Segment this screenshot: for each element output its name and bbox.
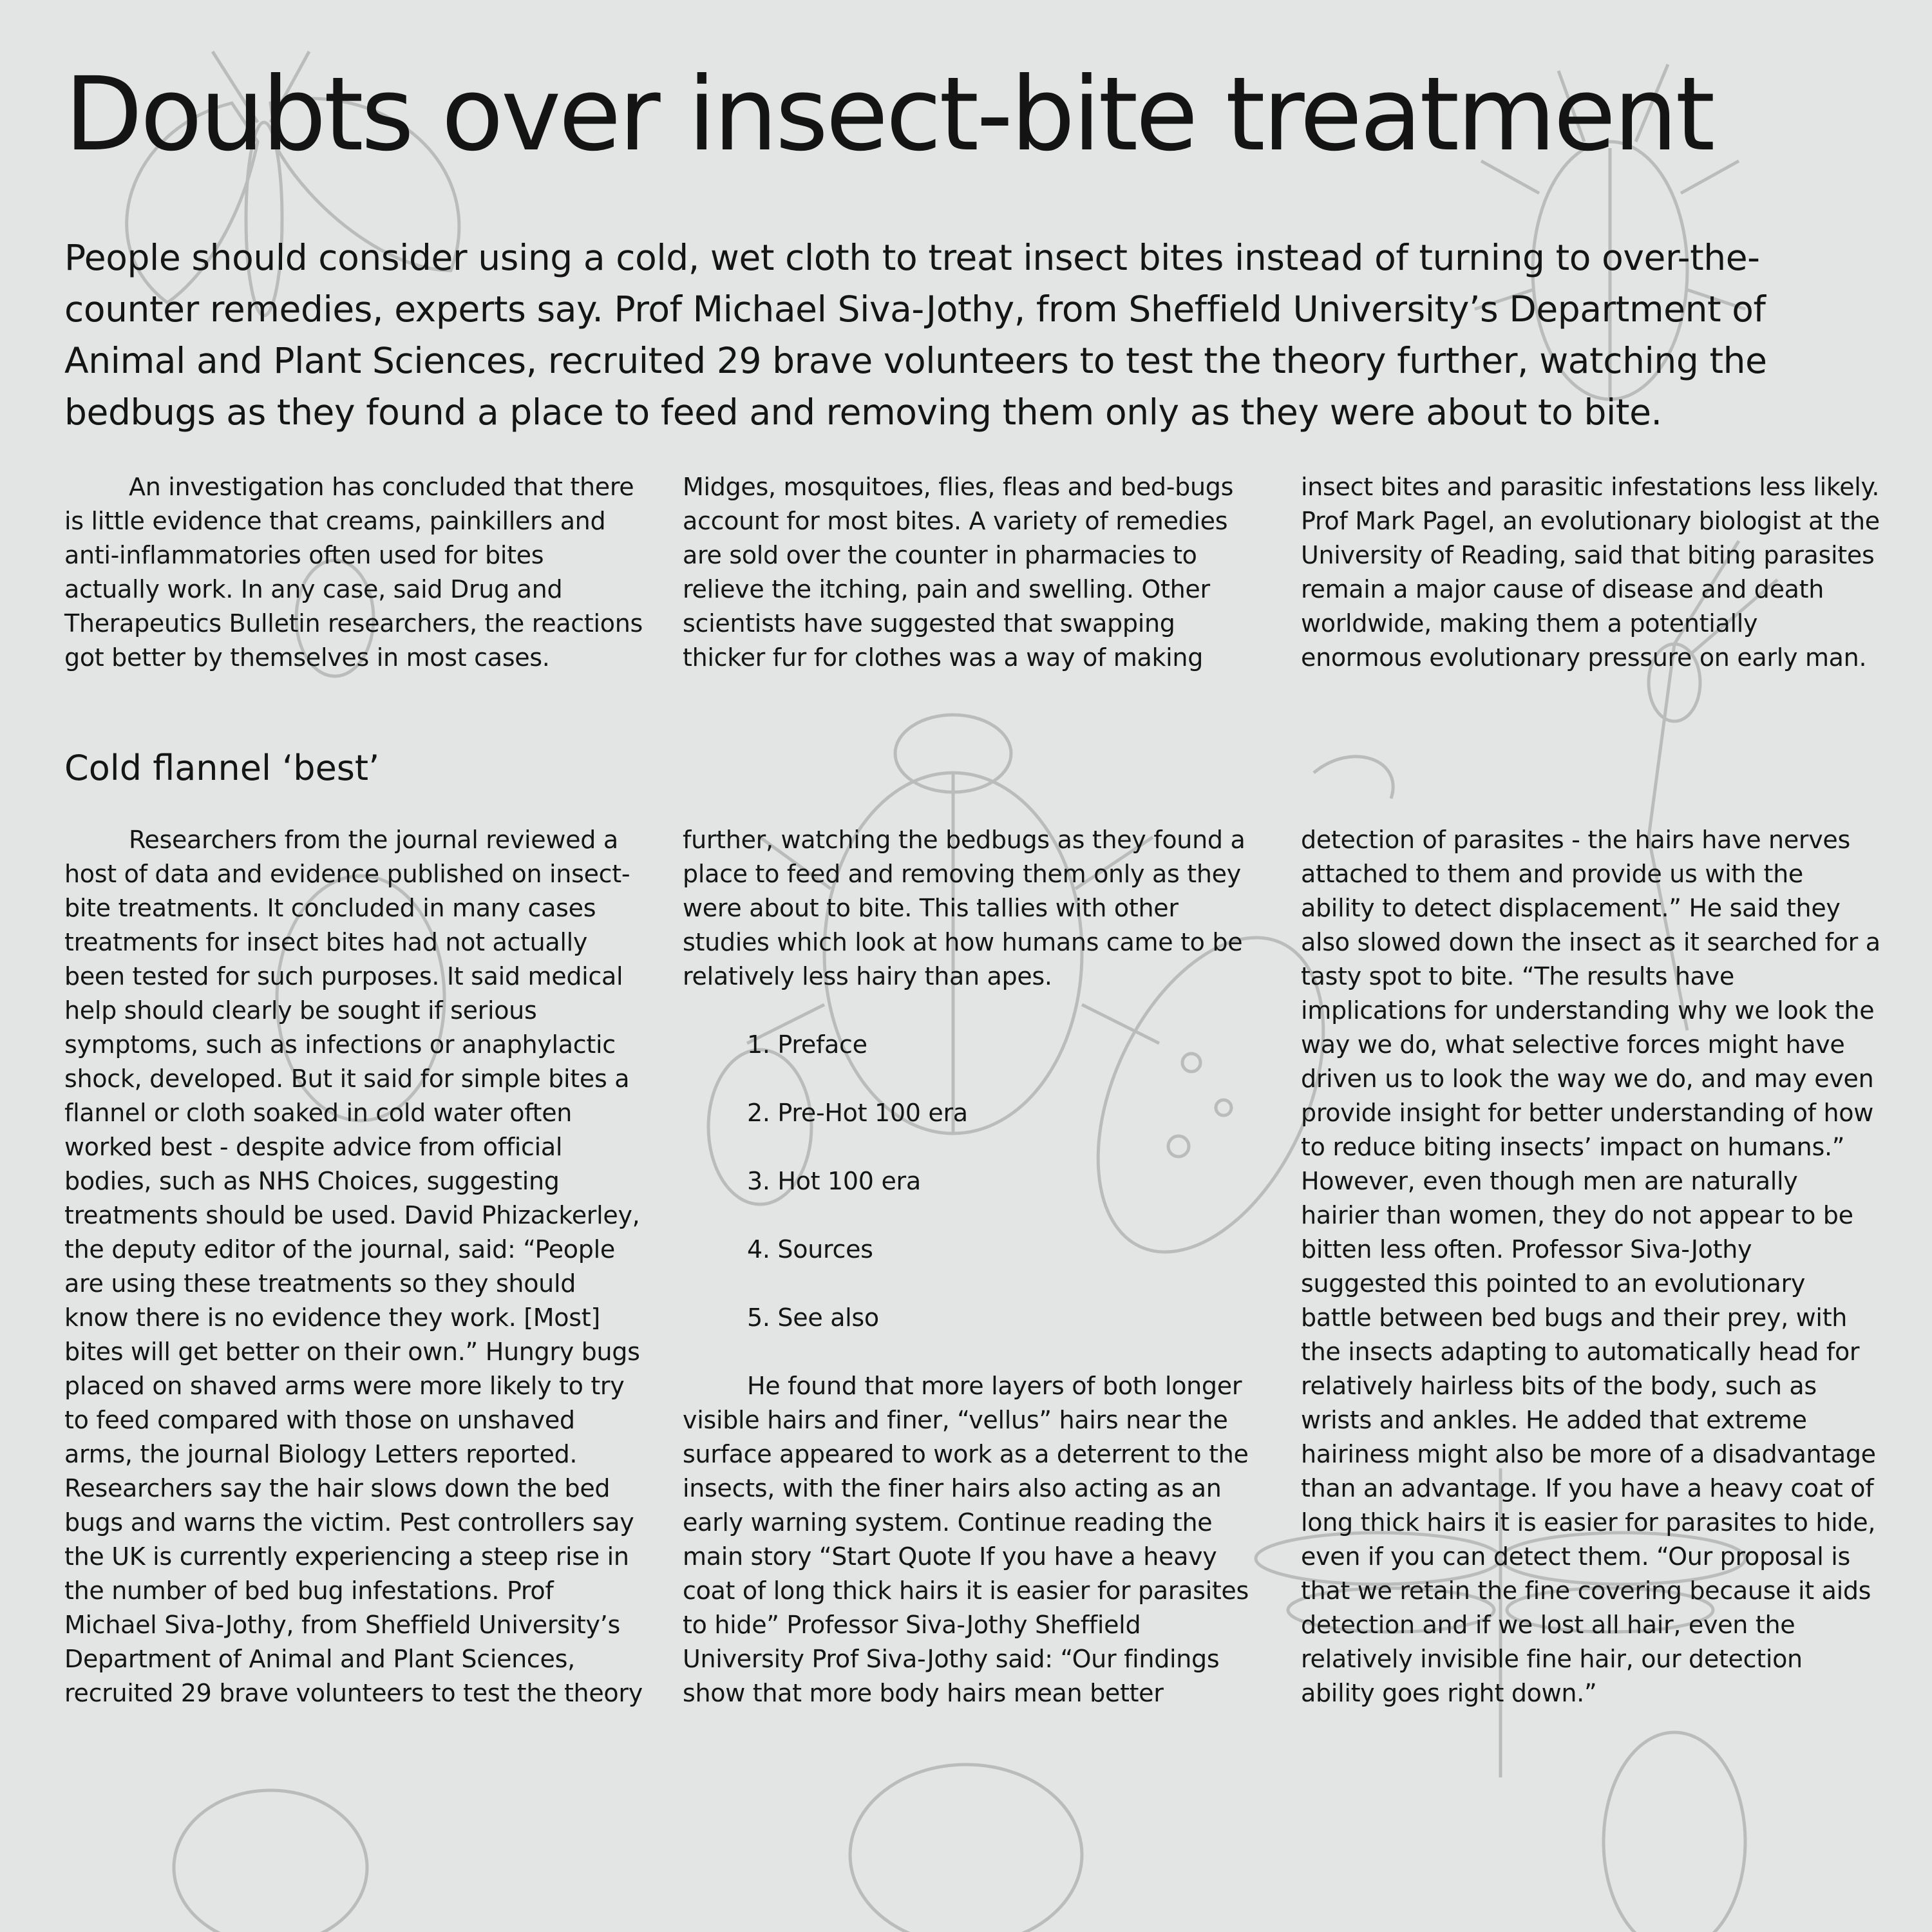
contents-item-sources: 4. Sources [747,1235,873,1264]
section-heading: Cold flannel ‘best’ [64,748,380,788]
section-paragraph-2: He found that more layers of both longer visible hairs and finer, “vellus” hairs near the surface appeared to work as a deterrent to the insects, with the finer hairs also acting as an early warning system. Continue reading the main story “Start Quote If you have a heavy coat of long thick hairs it is easier for parasites to hide” Professor Siva-Jothy Sheffield University Prof Siva-Jothy said: “Our findings show that more body hairs mean better detection of parasites - the hairs have nerves attached to them and provide us with the ability to detect displacement.” He said they also slowed down the insect as it searched for a tasty spot to bite. “The results have implications for understanding why we look the way we do, what selective forces might have driven us to look the way we do, and may even provide insight for better understanding of how to reduce biting insects’ impact on humans.” However, even though men are naturally hairier than women, they do not appear to be bitten less often. Professor Siva-Jothy suggested this pointed to an evolutionary battle between bed bugs and their prey, with the insects adapting to automatically head for relatively hairless bits of the body, such as wrists and ankles. He added that extreme hairiness might also be more of a disadvantage than an advantage. If you have a heavy coat of long thick hairs it is easier for parasites to hide, even if you can detect them. “Our proposal is that we retain the fine covering because it aids detection and if we lost all hair, even the relatively invisible fine hair, our detection ability goes right down.” [683,826,1880,1707]
contents-item-preface: 1. Preface [747,1030,867,1059]
section-columns [64,823,1880,1860]
section-paragraph-1: Researchers from the journal reviewed a host of data and evidence published on insect-bite treatments. It concluded in many cases treatments for insect bites had not actually been tested for such purposes. It said medical help should clearly be sought if serious symptoms, such as infections or anaphylactic shock, developed. But it said for simple bites a flannel or cloth soaked in cold water often worked best - despite advice from official bodies, such as NHS Choices, suggesting treatments should be used. David Phizackerley, the deputy editor of the journal, said: “People are using these treatments so they should know there is no evidence they work. [Most] bites will get better on their own.” Hungry bugs placed on shaved arms were more likely to try to feed compared with those on unshaved arms, the journal Biology Letters reported. Researchers say the hair slows down the bed bugs and warns the victim. Pest controllers say the UK is currently experiencing a steep rise in the number of bed bug infestations. Prof Michael Siva-Jothy, from Sheffield University’s Department of Animal and Plant Sciences, recruited 29 brave volunteers to test the theory further, watching the bedbugs as they found a place to feed and removing them only as they were about to bite. This tallies with other studies which look at how humans came to be relatively less hairy than apes. [64,826,1245,1707]
article-lede: People should consider using a cold, wet cloth to treat insect bites instead of turning to over-the-counter remedies, experts say. Prof Michael Siva-Jothy, from Sheffield University’s Department of Animal and Plant Sciences, recruited 29 brave volunteers to test the theory further, watching the bedbugs as they found a place to feed and removing them only as they were about to bite. [64,237,1767,433]
contents-item-pre-hot-100: 2. Pre-Hot 100 era [747,1099,968,1127]
contents-list [683,1028,1262,1335]
article-title: Doubts over insect-bite treatment [64,55,1713,174]
contents-item-hot-100: 3. Hot 100 era [747,1167,921,1195]
intro-columns [64,470,1880,721]
intro-paragraph: An investigation has concluded that there is little evidence that creams, painkillers and anti-inflammatories often used for bites actually work. In any case, said Drug and Therapeutics Bulletin researchers, the reactions got better by themselves in most cases. Midges, mosquitoes, flies, fleas and bed-bugs account for most bites. A variety of remedies are sold over the counter in pharmacies to relieve the itching, pain and swelling. Other scientists have suggested that swapping thicker fur for clothes was a way of making insect bites and parasitic infestations less likely. Prof Mark Pagel, an evolutionary biologist at the University of Reading, said that biting parasites remain a major cause of disease and death worldwide, making them a potentially enormous evolutionary pressure on early man. [64,473,1880,672]
contents-item-see-also: 5. See also [747,1303,879,1332]
